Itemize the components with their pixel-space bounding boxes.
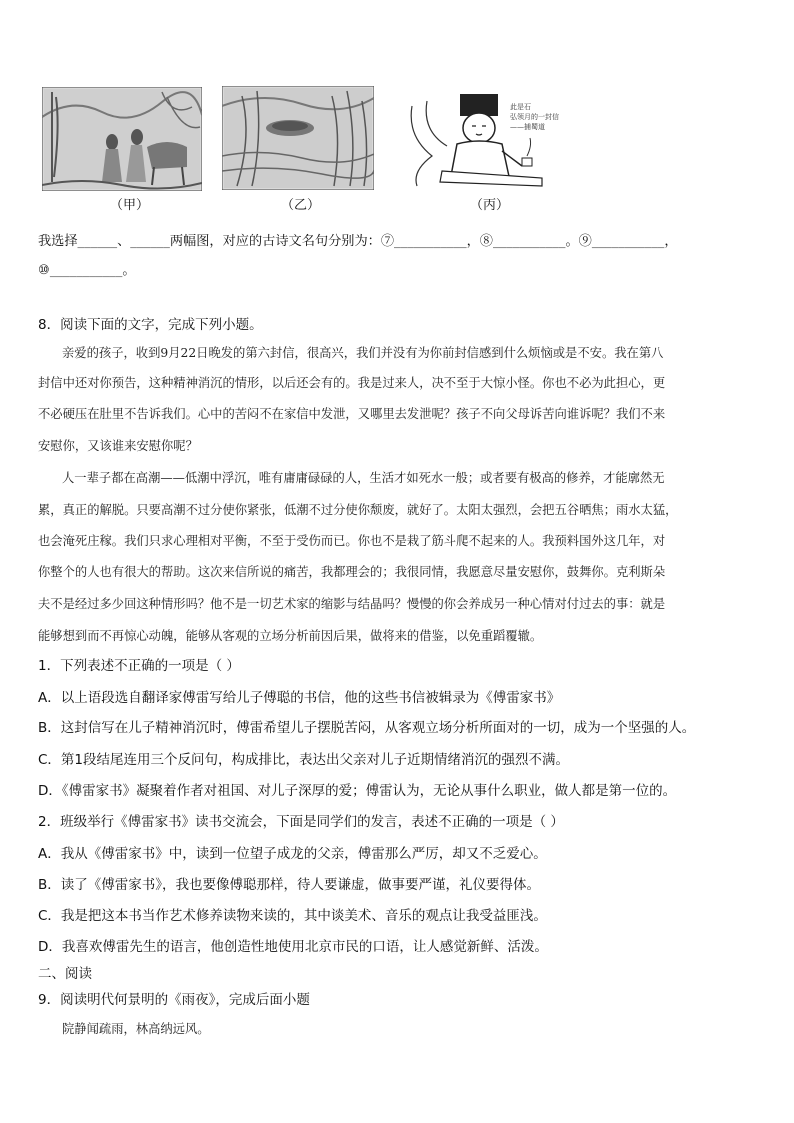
figure-jia-drawing: [42, 87, 202, 191]
figure-yi: [222, 86, 374, 190]
figure-yi-drawing: [222, 86, 374, 190]
passage-line: 累，真正的解脱。只要高潮不过分使你紧张，低潮不过分使你颓废，就好了。太阳太强烈，会把五谷晒焦；雨水太猛，: [38, 503, 678, 517]
sub1-option-c: C．第1段结尾连用三个反问句，构成排比，表达出父亲对儿子近期情绪消沉的强烈不满。: [38, 752, 570, 768]
figure-jia: [42, 87, 202, 191]
sub1-option-d: D．《傅雷家书》凝聚着作者对祖国、对儿子深厚的爱；傅雷认为，无论从事什么职业，做人都是第一位的。: [38, 783, 677, 799]
passage-line: 安慰你，又该谁来安慰你呢？: [38, 439, 198, 453]
sub2-option-c: C．我是把这本书当作艺术修养读物来读的，其中谈美术、音乐的观点让我受益匪浅。: [38, 908, 547, 924]
passage-line: 人一辈子都在高潮——低潮中浮沉，唯有庸庸碌碌的人，生活才如死水一般；或者要有极高的修养，才能廓然无: [62, 471, 665, 485]
passage-line: 不必硬压在肚里不告诉我们。心中的苦闷不在家信中发泄，又哪里去发泄呢？孩子不向父母诉苦向谁诉呢？我们不来: [38, 407, 666, 421]
q9-heading: 9．阅读明代何景明的《雨夜》，完成后面小题: [38, 992, 310, 1008]
passage-line: 也会淹死庄稼。我们只求心理相对平衡，不至于受伤而已。你也不是栽了筋斗爬不起来的人。我预料国外这几年，对: [38, 534, 666, 548]
passage-line: 夫不是经过多少回这种情形吗？他不是一切艺术家的缩影与结晶吗？慢慢的你会养成另一种心情对付过去的事：就是: [38, 597, 666, 611]
figure-bing-inscription: 此是石 弘领月的一封信 ——捕蜀道: [510, 103, 559, 131]
sub1-option-a: A．以上语段选自翻译家傅雷写给儿子傅聪的书信，他的这些书信被辑录为《傅雷家书》: [38, 690, 561, 706]
sub2-option-d: D．我喜欢傅雷先生的语言，他创造性地使用北京市民的口语，让人感觉新鲜、活泼。: [38, 939, 548, 955]
passage-line: 你整个的人也有很大的帮助。这次来信所说的痛苦，我都理会的；我很同情，我愿意尽量安慰你，鼓舞你。克利斯朵: [38, 565, 666, 579]
fill-line-1: 我选择______、______两幅图，对应的古诗文名句分别为：⑦___________，⑧___________。⑨___________，: [38, 234, 678, 249]
figure-yi-caption: （乙）: [281, 198, 321, 213]
figure-jia-caption: （甲）: [110, 198, 150, 213]
sub2-stem: 2．班级举行《傅雷家书》读书交流会，下面是同学们的发言，表述不正确的一项是（ ）: [38, 814, 564, 830]
figure-bing: [402, 86, 580, 190]
sub1-option-b: B．这封信写在儿子精神消沉时，傅雷希望儿子摆脱苦闷，从客观立场分析所面对的一切，成为一个坚强的人。: [38, 720, 696, 736]
passage-line: 能够想到而不再惊心动魄，能够从客观的立场分析前因后果，做将来的借鉴，以免重蹈覆辙。: [38, 629, 543, 643]
q9-poem-line: 院静闻疏雨，林高纳远风。: [62, 1022, 210, 1036]
section2-heading: 二、阅读: [38, 966, 92, 982]
passage-line: 亲爱的孩子，收到9月22日晚发的第六封信，很高兴，我们并没有为你前封信感到什么烦恼或是不安。我在第八: [62, 346, 664, 360]
sub2-option-a: A．我从《傅雷家书》中，读到一位望子成龙的父亲，傅雷那么严厉，却又不乏爱心。: [38, 846, 547, 862]
sub2-option-b: B．读了《傅雷家书》，我也要像傅聪那样，待人要谦虚，做事要严谨，礼仪要得体。: [38, 877, 541, 893]
fill-line-2: ⑩___________。: [38, 263, 136, 278]
figure-bing-caption: （丙）: [470, 198, 510, 213]
sub1-stem: 1．下列表述不正确的一项是（ ）: [38, 658, 240, 674]
passage-line: 封信中还对你预告，这种精神消沉的情形，以后还会有的。我是过来人，决不至于大惊小怪。你也不必为此担心，更: [38, 376, 666, 390]
q8-heading: 8．阅读下面的文字，完成下列小题。: [38, 317, 263, 333]
